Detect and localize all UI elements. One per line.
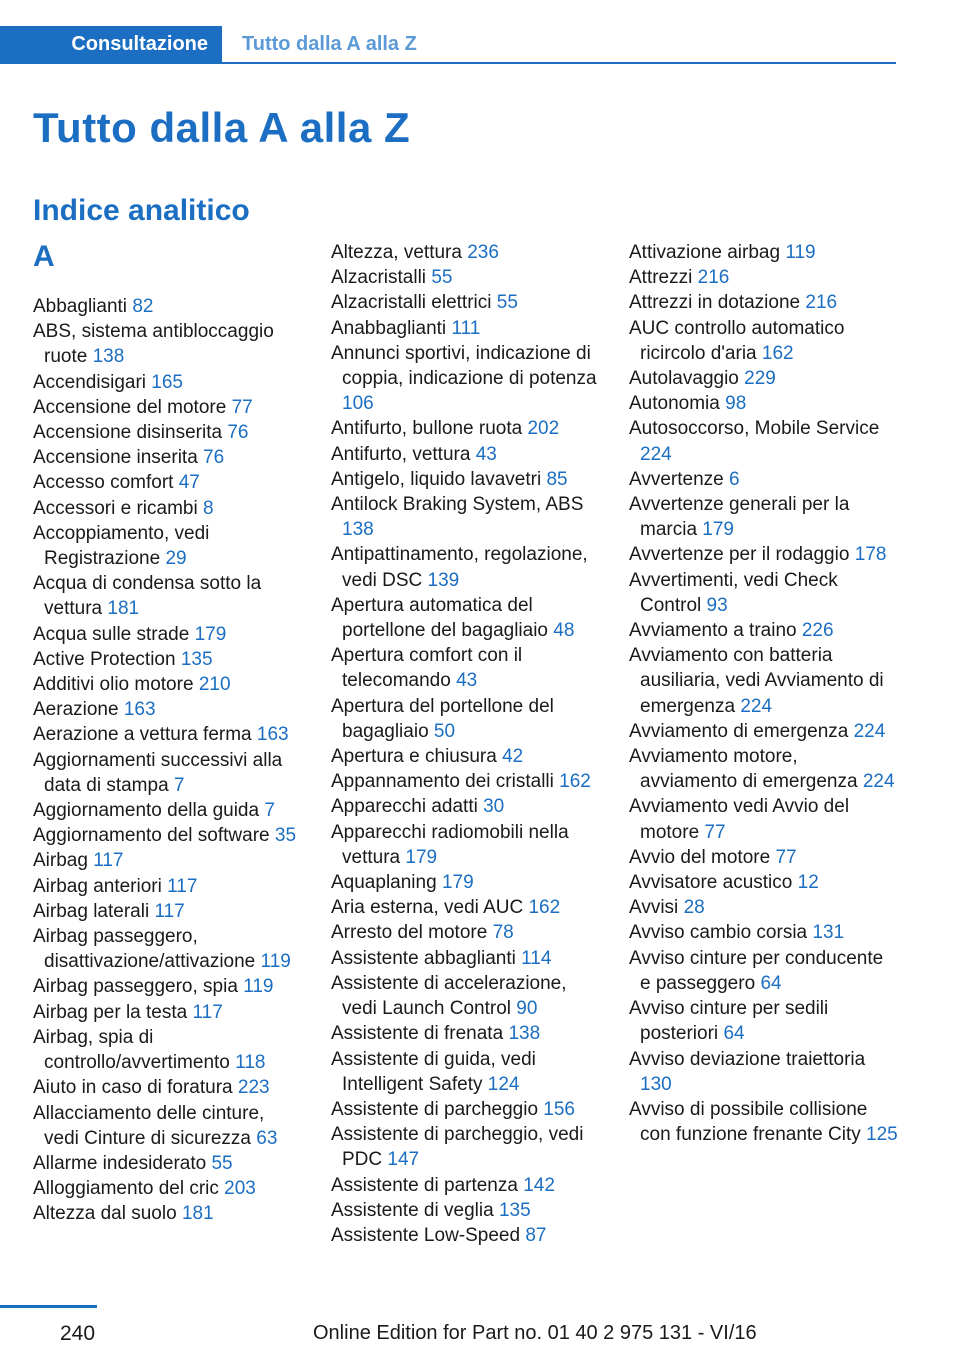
page-link[interactable]: 138: [342, 519, 374, 541]
page-link[interactable]: 216: [697, 267, 730, 289]
edition-note: Online Edition for Part no. 01 40 2 975 131 - VI/16: [313, 1322, 757, 1344]
index-entry: [33, 1101, 303, 1151]
chapter-tab[interactable]: Consultazione: [0, 26, 222, 62]
index-entry: [629, 895, 899, 920]
index-entry: [33, 1025, 303, 1075]
index-entry-text: Antilock Braking System, ABS: [331, 494, 584, 516]
page-link[interactable]: 42: [502, 746, 524, 768]
page-link[interactable]: 6: [728, 468, 740, 490]
index-entry: [33, 1176, 303, 1201]
index-entry-text: Attrezzi in dotazione: [629, 292, 801, 314]
index-entry: [629, 265, 899, 290]
page-link[interactable]: 85: [546, 468, 568, 490]
index-entry-text: Airbag passeggero, disattivazione/attivazione: [33, 926, 256, 973]
page-link[interactable]: 202: [527, 418, 560, 440]
index-entry-text: Aggiornamento del software: [33, 825, 270, 847]
index-entry: [331, 946, 601, 971]
index-entry: [33, 1075, 303, 1100]
index-entry: [629, 744, 899, 794]
index-entry: [331, 240, 601, 265]
index-letter: A: [33, 240, 55, 273]
page-link[interactable]: 125: [866, 1124, 898, 1146]
index-entry-text: Autolavaggio: [629, 368, 739, 390]
index-entry-text: Avviso cinture per sedili posteriori: [629, 998, 829, 1045]
index-entry-text: Antigelo, liquido lavavetri: [331, 468, 542, 490]
index-entry-text: Avvertenze per il rodaggio: [629, 544, 850, 566]
index-entry: [331, 1122, 601, 1172]
page-link[interactable]: 179: [441, 872, 474, 894]
index-entry: [33, 445, 303, 470]
index-entry: [331, 870, 601, 895]
index-entry-text: Autosoccorso, Mobile Service: [629, 418, 880, 440]
index-entry-text: Assistente di parcheggio: [331, 1098, 539, 1120]
index-entry-text: Assistente di guida, vedi Intelligent Safety: [331, 1048, 536, 1095]
index-entry-text: Accoppiamento, vedi Registrazione: [33, 522, 210, 570]
index-entry-text: Additivi olio motore: [33, 674, 194, 696]
index-entry-text: Avvertimenti, vedi Check Control: [629, 569, 838, 616]
page-link[interactable]: 181: [181, 1203, 214, 1225]
page-link[interactable]: 165: [151, 371, 183, 393]
index-entry: [33, 571, 303, 621]
index-entry-text: Avvertenze generali per la marcia: [629, 494, 850, 541]
page-link[interactable]: 76: [203, 447, 225, 469]
page-link[interactable]: 181: [107, 598, 140, 620]
index-entry: [33, 496, 303, 521]
index-entry-text: Aiuto in caso di foratura: [33, 1077, 233, 1099]
page-link[interactable]: 138: [508, 1023, 541, 1045]
page-link[interactable]: 179: [194, 623, 227, 645]
index-entry-text: Abbaglianti: [33, 296, 128, 317]
index-entry: [33, 874, 303, 899]
page-link[interactable]: 77: [231, 396, 253, 418]
index-entry: [331, 794, 601, 819]
index-entry-text: Antifurto, bullone ruota: [331, 418, 523, 440]
index-entry: [629, 996, 899, 1046]
page-link[interactable]: 48: [553, 620, 575, 642]
index-entry: [331, 442, 601, 467]
page-link[interactable]: 179: [405, 846, 438, 868]
page-link[interactable]: 64: [723, 1023, 745, 1045]
index-entry: [33, 848, 303, 873]
index-entry-text: Avviamento motore, avviamento di emergenza: [629, 746, 858, 793]
index-entry-text: Assistente abbaglianti: [331, 947, 516, 969]
page-link[interactable]: 93: [706, 594, 728, 616]
index-entry-text: Avviamento di emergenza: [629, 720, 849, 742]
index-column-3: [629, 240, 899, 1147]
page-link[interactable]: 55: [211, 1152, 233, 1174]
index-entry-text: Aquaplaning: [331, 872, 437, 894]
index-entry: [331, 820, 601, 870]
index-entry: [629, 416, 899, 466]
index-entry-text: Avviamento vedi Avvio del motore: [629, 796, 850, 843]
index-entry: [331, 593, 601, 643]
index-entry: [629, 366, 899, 391]
index-entry: [33, 672, 303, 697]
page-link[interactable]: 82: [132, 296, 154, 317]
index-entry: [33, 1151, 303, 1176]
page-link[interactable]: 117: [154, 900, 185, 922]
index-entry-text: Avviso deviazione traiettoria: [629, 1048, 866, 1070]
page-link[interactable]: 35: [274, 825, 297, 847]
page-link[interactable]: 138: [92, 346, 125, 368]
page-link[interactable]: 90: [516, 998, 538, 1020]
page-link[interactable]: 8: [203, 497, 214, 519]
index-entry: [629, 240, 899, 265]
index-entry-text: Allarme indesiderato: [33, 1152, 207, 1174]
page-link[interactable]: 224: [853, 720, 886, 742]
index-column-2: [331, 240, 601, 1248]
index-entry: [33, 622, 303, 647]
index-entry-text: Assistente Low-Speed: [331, 1224, 521, 1246]
index-entry-text: Apertura comfort con il telecomando: [331, 645, 523, 692]
index-entry: [33, 823, 303, 848]
index-entry-text: Annunci sportivi, indicazione di coppia, indicazione di potenza: [331, 342, 597, 390]
index-entry-text: Alzacristalli: [331, 267, 427, 289]
index-entry-text: Assistente di veglia: [331, 1199, 494, 1221]
index-entry-text: Airbag anteriori: [33, 875, 162, 897]
page-link[interactable]: 139: [427, 569, 460, 591]
page-link[interactable]: 135: [180, 648, 213, 670]
page-link[interactable]: 229: [744, 368, 776, 390]
page-link[interactable]: 30: [483, 796, 505, 818]
index-entry: [629, 845, 899, 870]
index-entry: [629, 870, 899, 895]
page-link[interactable]: 224: [862, 771, 895, 793]
index-entry-text: Accensione inserita: [33, 447, 198, 469]
page-link[interactable]: 98: [725, 393, 747, 415]
index-entry: [629, 1047, 899, 1097]
index-entry: [331, 542, 601, 592]
index-entry: [331, 1173, 601, 1198]
index-entry-text: Apertura automatica del portellone del bagagliaio: [331, 594, 548, 642]
index-entry-text: Allacciamento delle cinture, vedi Cinture di sicurezza: [33, 1102, 265, 1149]
index-entry-text: Avviso di possibile collisione con funzione frenante City: [629, 1098, 868, 1146]
index-entry: [33, 697, 303, 722]
page-link[interactable]: 224: [740, 695, 773, 717]
page-link[interactable]: 162: [559, 771, 591, 793]
index-entry-text: Airbag passeggero, spia: [33, 976, 238, 998]
page-link[interactable]: 223: [237, 1077, 270, 1099]
index-entry: [331, 1047, 601, 1097]
page-link[interactable]: 118: [235, 1052, 266, 1074]
index-entry: [331, 694, 601, 744]
page-link[interactable]: 106: [342, 393, 374, 415]
index-entry-text: Anabbaglianti: [331, 317, 447, 339]
index-entry: [629, 719, 899, 744]
index-entry-text: Appannamento dei cristalli: [331, 771, 554, 793]
page-link[interactable]: 124: [487, 1073, 520, 1095]
page-link[interactable]: 64: [760, 972, 782, 994]
index-entry: [33, 1000, 303, 1025]
index-entry-text: Airbag per la testa: [33, 1001, 188, 1023]
index-entry: [629, 290, 899, 315]
index-entry: [33, 370, 303, 395]
page-link[interactable]: 216: [805, 292, 838, 314]
index-entry: [629, 492, 899, 542]
page-link[interactable]: 224: [640, 443, 672, 465]
index-entry: [629, 618, 899, 643]
page-link[interactable]: 119: [243, 976, 274, 998]
index-entry: [629, 568, 899, 618]
page-link[interactable]: 12: [797, 872, 819, 894]
page-link[interactable]: 226: [801, 620, 834, 642]
index-entry: [331, 769, 601, 794]
index-entry-text: Altezza dal suolo: [33, 1203, 177, 1225]
index-entry: [33, 470, 303, 495]
index-entry-text: Apertura del portellone del bagagliaio: [331, 695, 554, 742]
index-entry-text: Avvisi: [629, 897, 679, 919]
section-subtitle: Indice analitico: [33, 194, 250, 227]
page-link[interactable]: 203: [224, 1178, 256, 1200]
index-entry: [629, 946, 899, 996]
page-link[interactable]: 43: [475, 443, 497, 465]
index-entry: [33, 798, 303, 823]
index-entry-text: Alloggiamento del cric: [33, 1178, 219, 1200]
index-entry: [331, 1097, 601, 1122]
index-entry-text: ABS, sistema antibloccaggio ruote: [33, 321, 274, 368]
index-entry: [33, 294, 303, 319]
index-entry-text: Apertura e chiusura: [331, 746, 497, 768]
index-entry-text: Accesso comfort: [33, 472, 174, 494]
page-link[interactable]: 117: [167, 875, 198, 897]
index-entry: [331, 744, 601, 769]
index-entry-text: Accendisigari: [33, 371, 146, 393]
page-link[interactable]: 156: [543, 1098, 575, 1120]
page-link[interactable]: 77: [775, 846, 797, 868]
index-entry: [331, 265, 601, 290]
page-link[interactable]: 63: [256, 1127, 278, 1149]
index-entry-text: Antipattinamento, regolazione, vedi DSC: [331, 544, 588, 591]
index-entry: [629, 391, 899, 416]
index-entry-text: Altezza, vettura: [331, 242, 462, 263]
page-link[interactable]: 7: [173, 774, 185, 796]
index-entry: [331, 316, 601, 341]
index-entry: [331, 492, 601, 542]
index-entry: [33, 748, 303, 798]
index-entry: [331, 920, 601, 945]
index-entry-text: Avvertenze: [629, 468, 724, 490]
page-link[interactable]: 43: [456, 670, 478, 692]
index-entry: [331, 416, 601, 441]
index-entry: [331, 895, 601, 920]
page-link[interactable]: 163: [123, 699, 156, 721]
index-entry-text: Attivazione airbag: [629, 242, 781, 263]
index-entry: [33, 395, 303, 420]
index-entry: [33, 319, 303, 369]
page-link[interactable]: 179: [702, 519, 734, 541]
page-link[interactable]: 130: [640, 1073, 672, 1095]
index-entry-text: Aggiornamento della guida: [33, 800, 260, 822]
page-link[interactable]: 119: [785, 242, 816, 263]
index-entry: [331, 467, 601, 492]
index-entry-text: Apparecchi radiomobili nella vettura: [331, 821, 569, 868]
index-entry-text: Assistente di accelerazione, vedi Launch Control: [331, 972, 567, 1020]
index-entry-text: AUC controllo automatico ricircolo d'aria: [629, 317, 845, 364]
index-entry-text: Aerazione a vettura ferma: [33, 724, 252, 746]
index-entry: [629, 643, 899, 719]
index-entry: [331, 971, 601, 1021]
index-entry-text: Avviamento con batteria ausiliaria, vedi Avviamento di emergenza: [629, 645, 884, 717]
page-link[interactable]: 78: [492, 922, 514, 944]
page-link[interactable]: 114: [521, 947, 552, 969]
page-link[interactable]: 77: [704, 821, 726, 843]
index-entry: [331, 1223, 601, 1248]
index-entry: [33, 899, 303, 924]
page-link[interactable]: 50: [433, 720, 456, 742]
page-link[interactable]: 76: [227, 422, 249, 444]
index-entry-text: Avviamento a traino: [629, 620, 797, 642]
index-entry-text: Attrezzi: [629, 267, 693, 289]
index-entry-text: Assistente di parcheggio, vedi PDC: [331, 1124, 584, 1171]
page-link[interactable]: 7: [264, 800, 275, 822]
index-entry-text: Airbag laterali: [33, 900, 150, 922]
page-link[interactable]: 28: [683, 897, 705, 919]
index-entry: [629, 794, 899, 844]
index-entry-text: Accessori e ricambi: [33, 497, 198, 519]
page-link[interactable]: 236: [467, 242, 499, 263]
page-link[interactable]: 117: [93, 850, 124, 872]
index-entry-text: Avviso cinture per conducente e passeggero: [629, 947, 884, 994]
page-link[interactable]: 117: [192, 1001, 223, 1023]
index-entry-text: Avvisatore acustico: [629, 872, 793, 894]
footer-rule: [0, 1305, 97, 1308]
index-entry-text: Accensione disinserita: [33, 422, 223, 444]
page-link[interactable]: 47: [178, 472, 200, 494]
index-entry-text: Assistente di partenza: [331, 1174, 518, 1196]
page-link[interactable]: 29: [165, 548, 187, 570]
page-number: 240: [60, 1322, 96, 1345]
index-entry: [331, 1198, 601, 1223]
index-entry-text: Apparecchi adatti: [331, 796, 478, 818]
index-entry-text: Acqua di condensa sotto la vettura: [33, 573, 262, 620]
page-link[interactable]: 131: [812, 922, 845, 944]
index-entry: [33, 1201, 303, 1226]
page-title: Tutto dalla A alla Z: [33, 104, 411, 151]
index-entry-text: Assistente di frenata: [331, 1023, 504, 1045]
index-entry: [629, 316, 899, 366]
index-entry-text: Alzacristalli elettrici: [331, 292, 492, 314]
page-link[interactable]: 135: [498, 1199, 531, 1221]
index-entry-text: Avvio del motore: [629, 846, 771, 868]
index-entry-text: Accensione del motore: [33, 396, 227, 418]
index-entry: [331, 290, 601, 315]
index-entry-text: Airbag: [33, 850, 88, 872]
page-link[interactable]: 163: [256, 724, 289, 746]
index-entry: [33, 521, 303, 571]
page-link[interactable]: 142: [523, 1174, 555, 1196]
index-entry: [629, 1097, 899, 1147]
index-entry-text: Aria esterna, vedi AUC: [331, 897, 524, 919]
page-link[interactable]: 210: [198, 674, 231, 696]
index-entry: [33, 420, 303, 445]
index-entry-text: Active Protection: [33, 648, 176, 670]
index-entry: [33, 974, 303, 999]
index-entry-text: Antifurto, vettura: [331, 443, 471, 465]
index-entry-text: Airbag, spia di controllo/avvertimento: [33, 1026, 230, 1074]
index-entry: [629, 542, 899, 567]
page-link[interactable]: 111: [451, 317, 481, 339]
index-entry-text: Acqua sulle strade: [33, 623, 190, 645]
index-entry: [331, 341, 601, 417]
running-header: [0, 26, 896, 64]
page-link[interactable]: 147: [387, 1149, 420, 1171]
index-entry: [629, 467, 899, 492]
index-entry-text: Aerazione: [33, 699, 119, 721]
index-column-1: [33, 240, 303, 1227]
index-entry-text: Aggiornamenti successivi alla data di stampa: [33, 749, 283, 796]
index-entry: [33, 924, 303, 974]
page-link[interactable]: 162: [761, 342, 794, 364]
page-link[interactable]: 87: [525, 1224, 547, 1246]
page-link[interactable]: 55: [431, 267, 453, 289]
index-entry: [33, 722, 303, 747]
index-entry-text: Autonomia: [629, 393, 720, 415]
index-entry: [629, 920, 899, 945]
index-entry: [331, 1021, 601, 1046]
page-link[interactable]: 119: [260, 951, 291, 973]
page-link[interactable]: 55: [496, 292, 518, 314]
page-link[interactable]: 162: [528, 897, 561, 919]
index-entry: [331, 643, 601, 693]
page-link[interactable]: 178: [854, 544, 887, 566]
index-entry: [33, 647, 303, 672]
section-tab[interactable]: Tutto dalla A alla Z: [242, 33, 417, 55]
index-entry-text: Arresto del motore: [331, 922, 488, 944]
index-entry-text: Avviso cambio corsia: [629, 922, 808, 944]
